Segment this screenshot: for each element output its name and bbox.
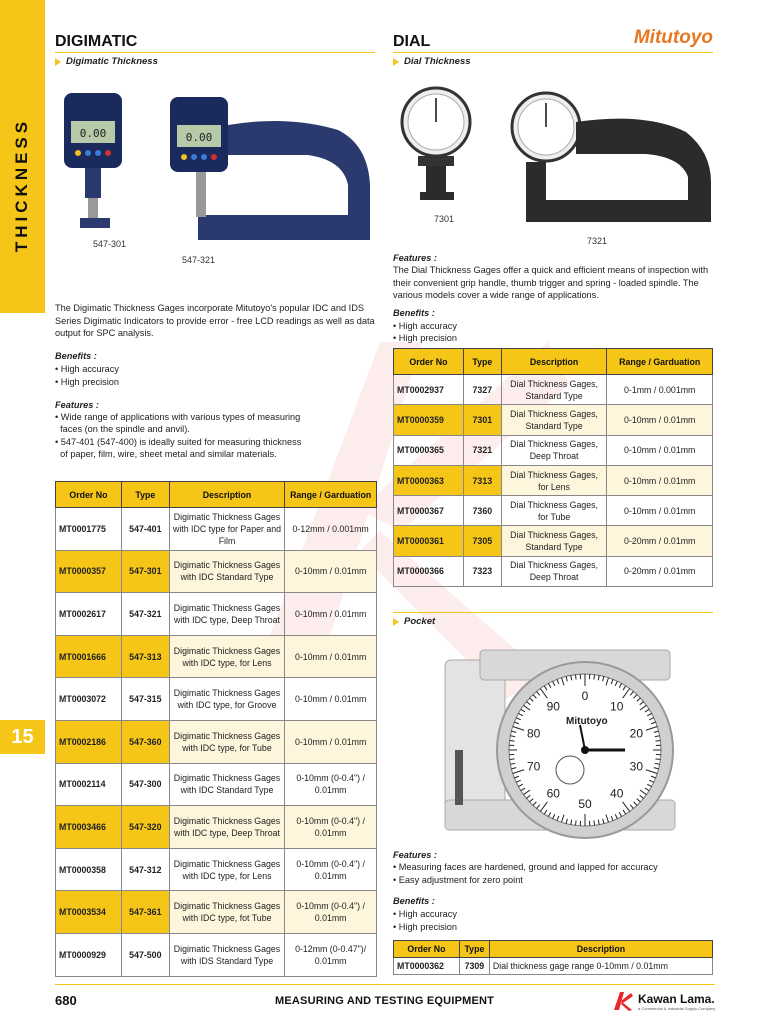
order-no-cell: MT0000367: [394, 496, 464, 526]
range-cell: 0-10mm / 0.01mm: [285, 720, 377, 763]
caption-547-321: 547-321: [182, 255, 216, 265]
dial-subtitle: Dial Thickness: [393, 56, 471, 67]
order-no-cell: MT0002617: [56, 593, 122, 636]
dial-number: 50: [578, 797, 592, 811]
dial-number: 60: [546, 786, 560, 801]
dial-tick: [594, 820, 595, 825]
type-cell: 547-312: [121, 848, 169, 891]
pocket-benefit-1: • High accuracy: [393, 909, 457, 919]
type-cell: 7309: [459, 958, 489, 975]
dial-number: 30: [629, 759, 644, 774]
page-number: 680: [55, 993, 77, 1008]
digimatic-feature-3: • 547-401 (547-400) is ideally suited for measuring thickness: [55, 437, 302, 447]
table-row: [56, 635, 377, 678]
pocket-features-label: Features :: [393, 850, 437, 860]
type-cell: 7327: [463, 375, 501, 405]
order-no-cell: MT0000357: [56, 550, 122, 593]
dial-tick: [575, 820, 576, 825]
col-range: Range / Garduation: [285, 482, 377, 508]
digimatic-benefit-2: • High precision: [55, 377, 119, 387]
description-cell: Digimatic Thickness Gages with IDC type, Deep Throat: [169, 593, 285, 636]
type-cell: 547-320: [121, 806, 169, 849]
description-cell: Dial Thickness Gages, Standard Type: [501, 405, 607, 435]
col-order-no: Order No: [56, 482, 122, 508]
pocket-subtitle: Pocket: [393, 616, 435, 627]
digimatic-benefit-1: • High accuracy: [55, 364, 119, 374]
digimatic-gages-image: [58, 85, 378, 260]
range-cell: 0-20mm / 0.01mm: [607, 526, 713, 556]
kawan-lama-icon: [612, 990, 634, 1012]
table-row: [56, 933, 377, 976]
type-cell: 547-321: [121, 593, 169, 636]
order-no-cell: MT0000366: [394, 556, 464, 586]
kawan-lama-logo: [612, 990, 715, 1012]
table-row: [394, 496, 713, 526]
type-cell: 7321: [463, 435, 501, 465]
range-cell: 0-20mm / 0.01mm: [607, 556, 713, 586]
triangle-icon: [393, 58, 399, 66]
order-no-cell: MT0001666: [56, 635, 122, 678]
range-cell: 0-10mm (0-0.4") / 0.01mm: [285, 891, 377, 934]
company-sub: a Commercial & Industrial Supply Company: [638, 1005, 716, 1011]
type-cell: 547-313: [121, 635, 169, 678]
type-cell: 7313: [463, 465, 501, 495]
range-cell: 0-10mm / 0.01mm: [285, 593, 377, 636]
order-no-cell: MT0002937: [394, 375, 464, 405]
dial-benefits-label: Benefits :: [393, 308, 435, 318]
dial-tick: [510, 759, 515, 760]
digimatic-features-label: Features :: [55, 400, 99, 410]
col-description: Description: [169, 482, 285, 508]
dial-benefit-1: • High accuracy: [393, 321, 457, 331]
description-cell: Digimatic Thickness Gages with IDS Standard Type: [169, 933, 285, 976]
description-cell: Digimatic Thickness Gages with IDC type, for Tube: [169, 720, 285, 763]
dial-tick: [655, 740, 660, 741]
table-row: [56, 763, 377, 806]
type-cell: 7301: [463, 405, 501, 435]
type-cell: 7360: [463, 496, 501, 526]
description-cell: Digimatic Thickness Gages with IDC Standard Type: [169, 763, 285, 806]
col-description: Description: [489, 941, 712, 958]
digimatic-feature-4: of paper, film, wire, sheet metal and similar materials.: [55, 449, 277, 459]
range-cell: 0-10mm / 0.01mm: [285, 635, 377, 678]
spine-label: THICKNESS: [12, 117, 32, 253]
type-cell: 547-500: [121, 933, 169, 976]
order-no-cell: MT0002114: [56, 763, 122, 806]
pocket-rule: [393, 612, 713, 613]
dial-table: [393, 348, 713, 587]
order-no-cell: MT0000365: [394, 435, 464, 465]
description-cell: Digimatic Thickness Gages with IDC type, for Groove: [169, 678, 285, 721]
dial-tick: [575, 675, 576, 680]
range-cell: 0-12mm (0-0.47")/ 0.01mm: [285, 933, 377, 976]
order-no-cell: MT0003534: [56, 891, 122, 934]
table-row: [394, 526, 713, 556]
description-cell: Dial Thickness Gages, for Tube: [501, 496, 607, 526]
digimatic-rule: [55, 52, 375, 53]
range-cell: 0-12mm / 0.001mm: [285, 508, 377, 551]
dial-number: 70: [526, 759, 541, 774]
dial-number: 0: [581, 689, 589, 703]
description-cell: Dial Thickness Gages, Standard Type: [501, 375, 607, 405]
description-cell: Dial Thickness Gages, for Lens: [501, 465, 607, 495]
order-no-cell: MT0002186: [56, 720, 122, 763]
table-row: [56, 508, 377, 551]
company-name: Kawan Lama.: [638, 991, 715, 1006]
svg-text:0.00: 0.00: [185, 131, 213, 144]
pocket-feature-2: • Easy adjustment for zero point: [393, 875, 523, 885]
pocket-feature-1: • Measuring faces are hardened, ground and lapped for accuracy: [393, 862, 658, 872]
dial-features-label: Features :: [393, 253, 437, 263]
table-row: [56, 848, 377, 891]
type-cell: 547-300: [121, 763, 169, 806]
range-cell: 0-10mm / 0.01mm: [285, 550, 377, 593]
description-cell: Digimatic Thickness Gages with IDC type for Paper and Film: [169, 508, 285, 551]
table-row: [56, 550, 377, 593]
range-cell: 0-10mm / 0.01mm: [285, 678, 377, 721]
order-no-cell: MT0000359: [394, 405, 464, 435]
range-cell: 0-10mm (0-0.4") / 0.01mm: [285, 763, 377, 806]
dial-tick: [655, 759, 660, 760]
pocket-benefit-2: • High precision: [393, 922, 457, 932]
side-spine: [0, 0, 45, 1024]
digimatic-feature-1: • Wide range of applications with various types of measuring: [55, 412, 301, 422]
pocket-gage-image: [440, 640, 680, 840]
col-order-no: Order No: [394, 941, 460, 958]
range-cell: 0-10mm / 0.01mm: [607, 465, 713, 495]
order-no-cell: MT0000929: [56, 933, 122, 976]
description-cell: Digimatic Thickness Gages with IDC Standard Type: [169, 550, 285, 593]
order-no-cell: MT0003466: [56, 806, 122, 849]
table-row: [394, 556, 713, 586]
footer-rule: [55, 984, 715, 985]
range-cell: 0-10mm / 0.01mm: [607, 405, 713, 435]
range-cell: 0-1mm / 0.001mm: [607, 375, 713, 405]
order-no-cell: MT0003072: [56, 678, 122, 721]
chapter-tab: 15: [0, 720, 45, 754]
order-no-cell: MT0000362: [394, 958, 460, 975]
range-cell: 0-10mm / 0.01mm: [607, 496, 713, 526]
footer-title: MEASURING AND TESTING EQUIPMENT: [275, 995, 495, 1007]
dial-gages-image: [396, 82, 716, 232]
dial-tick: [510, 740, 515, 741]
description-cell: Digimatic Thickness Gages with IDC type, for Lens: [169, 635, 285, 678]
table-row: [56, 678, 377, 721]
pocket-table: [393, 940, 713, 975]
pocket-benefits-label: Benefits :: [393, 896, 435, 906]
description-cell: Dial Thickness Gages, Deep Throat: [501, 435, 607, 465]
dial-number: 40: [610, 786, 624, 801]
dial-number: 10: [610, 699, 624, 714]
col-type: Type: [459, 941, 489, 958]
digimatic-table: [55, 481, 377, 977]
table-row: [394, 465, 713, 495]
dial-benefit-2: • High precision: [393, 333, 457, 343]
pocket-dial-brand: Mitutoyo: [566, 716, 608, 727]
range-cell: 0-10mm / 0.01mm: [607, 435, 713, 465]
digimatic-intro: The Digimatic Thickness Gages incorporate Mitutoyo's popular IDC and IDS Series Digimatic Indicators to provide error - free LCD readings as well as data output for SPC analysis.: [55, 303, 375, 338]
order-no-cell: MT0001775: [56, 508, 122, 551]
order-no-cell: MT0000363: [394, 465, 464, 495]
description-cell: Digimatic Thickness Gages with IDC type, fot Tube: [169, 891, 285, 934]
col-range: Range / Garduation: [607, 349, 713, 375]
dial-tick: [594, 675, 595, 680]
description-cell: Dial Thickness Gages, Deep Throat: [501, 556, 607, 586]
order-no-cell: MT0000358: [56, 848, 122, 891]
dial-features-text: The Dial Thickness Gages offer a quick and efficient means of inspection with their convenient grip handle, thumb trigger and spring - loaded spindle. The various models cover a wide range of applications.: [393, 265, 709, 300]
table-row: [394, 375, 713, 405]
svg-text:0.00: 0.00: [79, 127, 107, 140]
caption-7301: 7301: [434, 214, 455, 224]
dial-rule: [393, 52, 713, 53]
type-cell: 547-401: [121, 508, 169, 551]
range-cell: 0-10mm (0-0.4") / 0.01mm: [285, 806, 377, 849]
col-type: Type: [463, 349, 501, 375]
digimatic-subtitle: Digimatic Thickness: [55, 56, 158, 67]
table-row: [56, 891, 377, 934]
col-description: Description: [501, 349, 607, 375]
table-row: [394, 958, 713, 975]
range-cell: 0-10mm (0-0.4") / 0.01mm: [285, 848, 377, 891]
table-row: [56, 593, 377, 636]
table-row: [56, 806, 377, 849]
type-cell: 547-315: [121, 678, 169, 721]
type-cell: 7323: [463, 556, 501, 586]
dial-number: 90: [546, 699, 560, 714]
digimatic-feature-2: faces (on the spindle and anvil).: [55, 424, 190, 434]
dial-title: DIAL: [393, 33, 431, 50]
table-row: [394, 435, 713, 465]
caption-547-301: 547-301: [93, 239, 127, 249]
triangle-icon: [55, 58, 61, 66]
description-cell: Digimatic Thickness Gages with IDC type, Deep Throat: [169, 806, 285, 849]
order-no-cell: MT0000361: [394, 526, 464, 556]
description-cell: Digimatic Thickness Gages with IDC type, for Lens: [169, 848, 285, 891]
dial-number: 80: [526, 726, 541, 741]
table-row: [394, 405, 713, 435]
col-order-no: Order No: [394, 349, 464, 375]
dial-number: 20: [629, 726, 644, 741]
triangle-icon: [393, 618, 399, 626]
caption-7321: 7321: [587, 236, 608, 246]
type-cell: 547-360: [121, 720, 169, 763]
description-cell: Dial thickness gage range 0-10mm / 0.01mm: [489, 958, 712, 975]
col-type: Type: [121, 482, 169, 508]
type-cell: 547-301: [121, 550, 169, 593]
type-cell: 7305: [463, 526, 501, 556]
table-row: [56, 720, 377, 763]
type-cell: 547-361: [121, 891, 169, 934]
digimatic-title: DIGIMATIC: [55, 33, 138, 50]
description-cell: Dial Thickness Gages, Standard Type: [501, 526, 607, 556]
digimatic-benefits-label: Benefits :: [55, 351, 97, 361]
brand-logo: Mitutoyo: [633, 27, 713, 48]
